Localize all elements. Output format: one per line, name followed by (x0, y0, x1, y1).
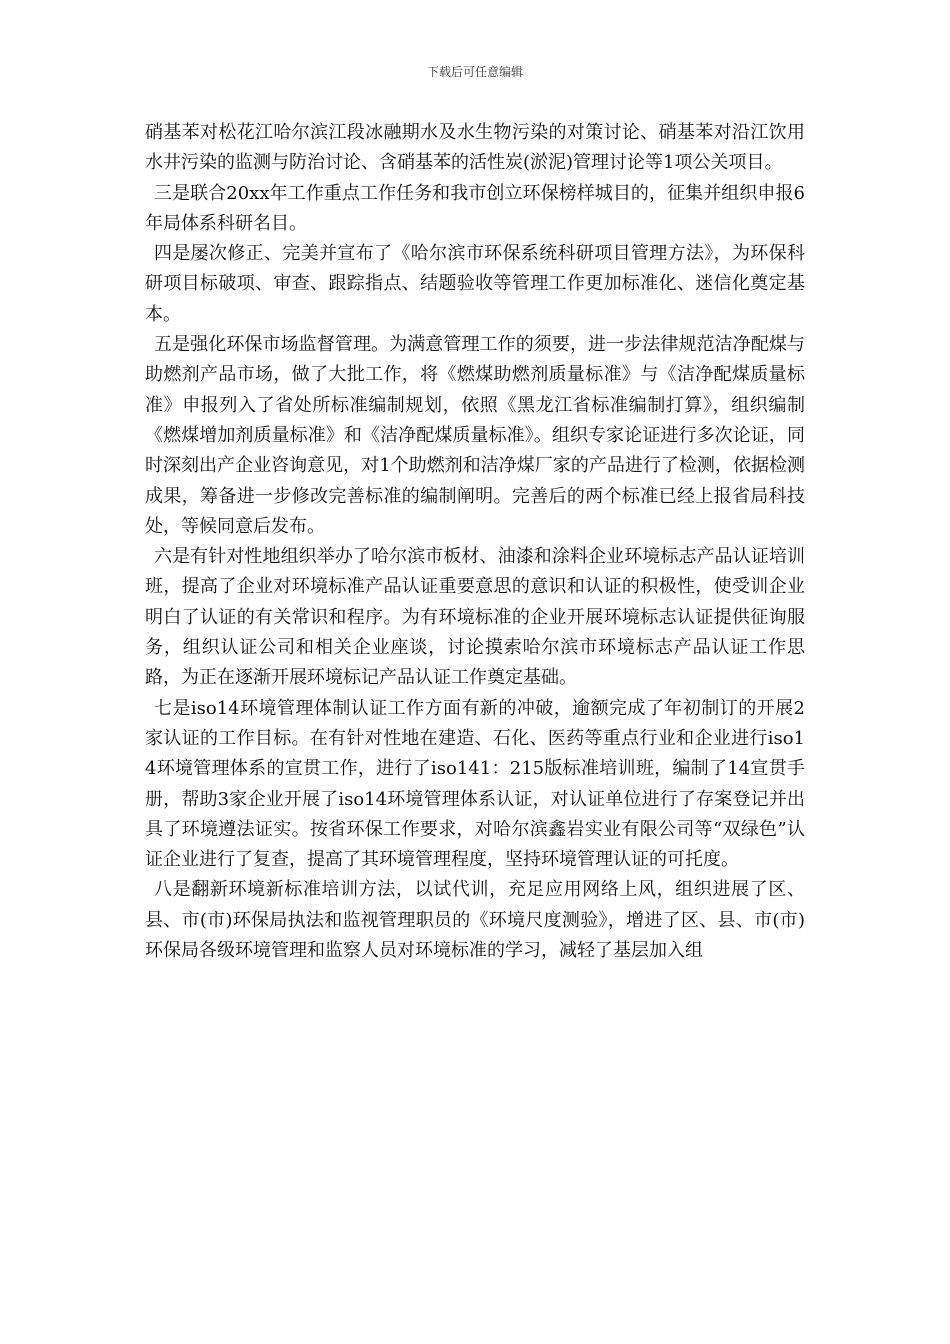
page-header: 下载后可任意编辑 (426, 65, 523, 79)
paragraph-7: 八是翻新环境新标准培训方法，以试代训，充足应用网络上风，组织进展了区、县、市(市)环保局执法和监视管理职员的《环境尺度测验》，增进了区、县、市(市)环保局各级环境管理和监察人员对环境标准的学习，减轻了基层加入组 (145, 879, 805, 962)
paragraph-4: 五是强化环保市场监督管理。为满意管理工作的须要，进一步法律规范洁净配煤与助燃剂产品市场，做了大批工作，将《燃煤助燃剂质量标准》与《洁净配煤质量标准》申报列入了省处所标准编制规划，依照《黑龙江省标准编制打算》，组织编制《燃煤增加剂质量标准》和《洁净配煤质量标准》。组织专家论证进行多次论证，同时深刻出产企业咨询意见，对1个助燃剂和洁净煤厂家的产品进行了检测，依据检测成果，筹备进一步修改完善标准的编制阐明。完善后的两个标准已经上报省局科技处，等候同意后发布。 (145, 334, 805, 537)
paragraph-3: 四是屡次修正、完美并宣布了《哈尔滨市环保系统科研项目管理方法》，为环保科研项目标破项、审查、跟踪指点、结题验收等管理工作更加标准化、迷信化奠定基本。 (145, 243, 805, 325)
document-body (145, 118, 805, 966)
paragraph-2: 三是联合20xx年工作重点工作任务和我市创立环保榜样城目的，征集并组织申报6年局体系科研名目。 (145, 182, 805, 234)
paragraph-5: 六是有针对性地组织举办了哈尔滨市板材、油漆和涂料企业环境标志产品认证培训班，提高了企业对环境标准产品认证重要意思的意识和认证的积极性，使受训企业明白了认证的有关常识和程序。为有环境标准的企业开展环境标志认证提供征询服务，组织认证公司和相关企业座谈，讨论摸索哈尔滨市环境标志产品认证工作思路，为正在逐渐开展环境标记产品认证工作奠定基础。 (145, 546, 805, 689)
paragraph-1: 硝基苯对松花江哈尔滨江段冰融期水及水生物污染的对策讨论、硝基苯对沿江饮用水井污染的监测与防治讨论、含硝基苯的活性炭(淤泥)管理讨论等1项公关项目。 (145, 122, 805, 174)
paragraph-6: 七是iso14环境管理体制认证工作方面有新的冲破，逾额完成了年初制订的开展2家认证的工作目标。在有针对性地在建造、石化、医药等重点行业和企业进行iso14环境管理体系的宣贯工作，进行了iso141：215版标准培训班，编制了14宣贯手册，帮助3家企业开展了iso14环境管理体系认证，对认证单位进行了存案登记并出具了环境遵法证实。按省环保工作要求，对哈尔滨鑫岩实业有限公司等“双绿色”认证企业进行了复查，提高了其环境管理程度，坚持环境管理认证的可托度。 (145, 697, 805, 871)
